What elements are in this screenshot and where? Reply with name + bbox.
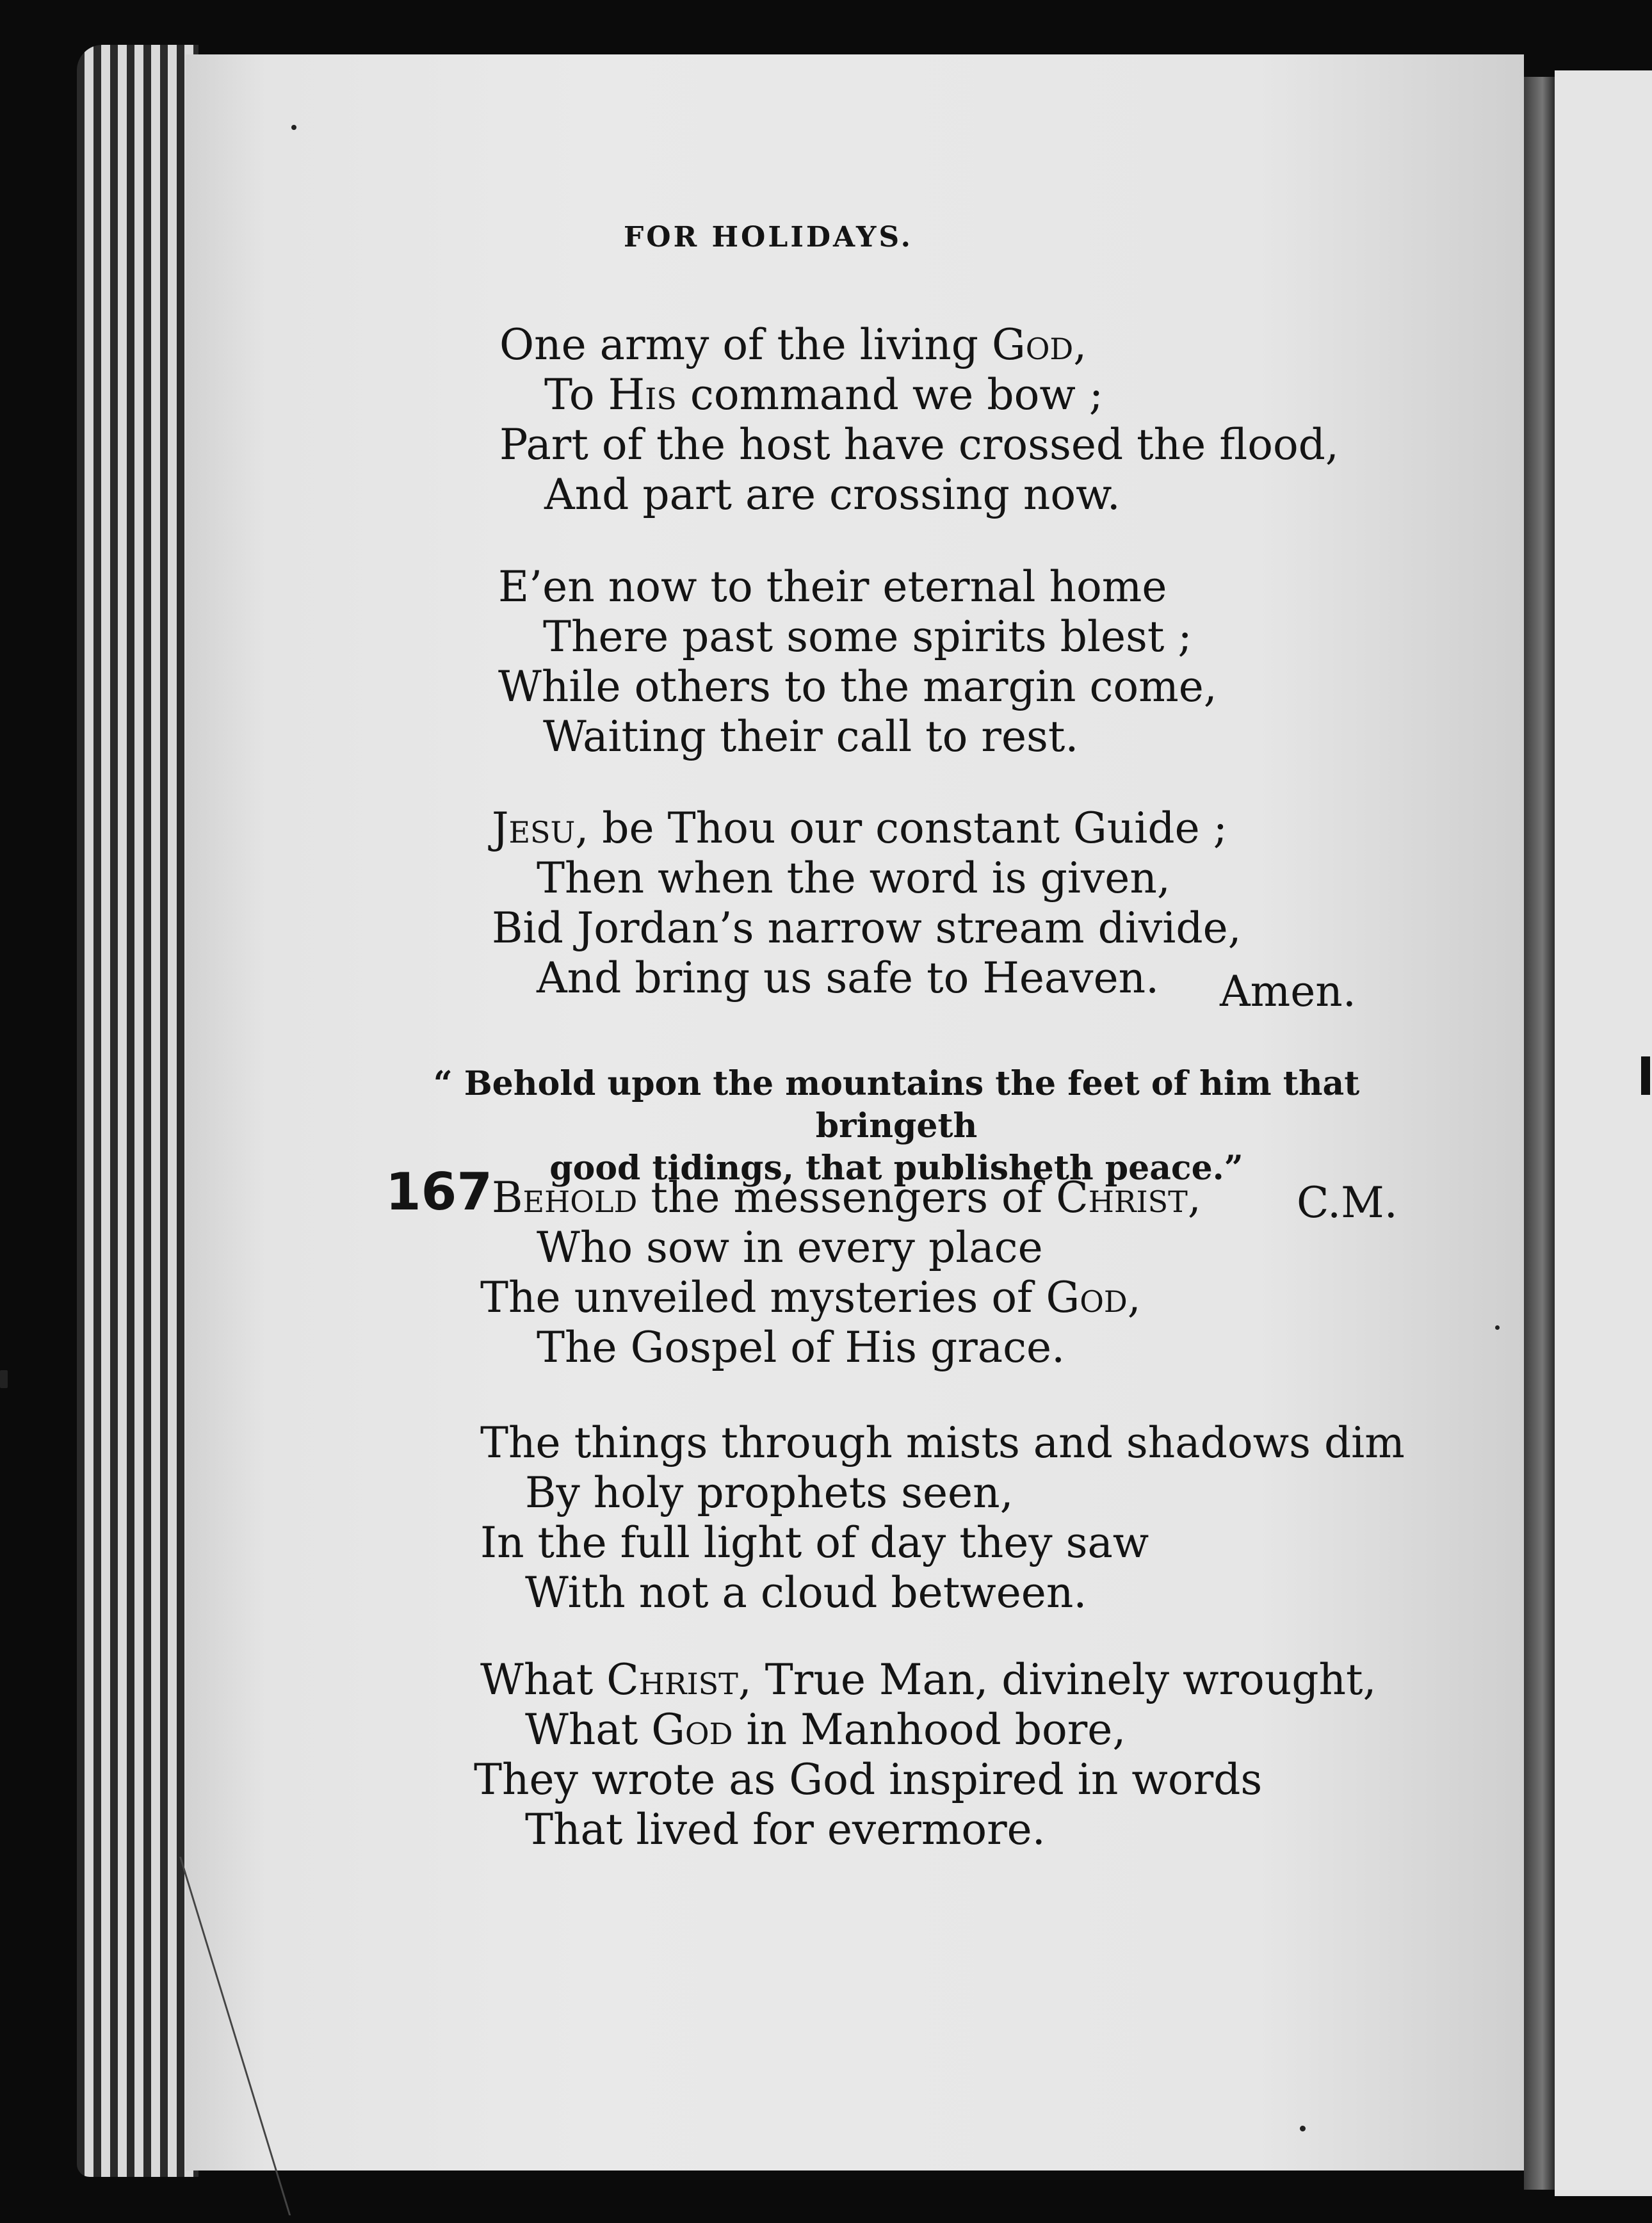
verse-line: Waiting their call to rest.: [543, 712, 1079, 761]
stanza: [492, 804, 1242, 1003]
page-speck: [0, 1370, 8, 1388]
verse-line: What God in Manhood bore,: [525, 1705, 1126, 1754]
page-speck: [1495, 1325, 1500, 1330]
verse-line: They wrote as God inspired in words: [474, 1755, 1263, 1804]
verse-line: The things through mists and shadows dim: [480, 1418, 1405, 1467]
verse-line: And part are crossing now.: [544, 470, 1121, 519]
verse-line: Behold the messengers of Christ,: [492, 1173, 1201, 1222]
verse-line: E’en now to their eternal home: [498, 562, 1167, 611]
verse-line: Bid Jordan’s narrow stream divide,: [492, 903, 1242, 953]
verse-line: Part of the host have crossed the flood,: [499, 420, 1339, 469]
verse-line: Who sow in every place: [537, 1223, 1043, 1272]
epigraph-line: good tidings, that publisheth peace.”: [549, 1149, 1243, 1188]
hymn-meter: C.M.: [1297, 1178, 1398, 1227]
stanza: [499, 320, 1339, 520]
verse-line: With not a cloud between.: [525, 1568, 1087, 1617]
verse-line: One army of the living God,: [499, 320, 1087, 369]
verse-line: There past some spirits blest ;: [543, 612, 1192, 661]
verse-line: Jesu, be Thou our constant Guide ;: [492, 804, 1227, 853]
verse-line: And bring us safe to Heaven.: [537, 953, 1160, 1003]
verse-line: Then when the word is given,: [537, 853, 1170, 903]
verse-line: The unveiled mysteries of God,: [480, 1273, 1141, 1322]
verse-line: In the full light of day they saw: [480, 1518, 1149, 1567]
facing-page-mark: [1641, 1056, 1650, 1095]
stanza: [480, 1418, 1405, 1618]
facing-page: [1555, 70, 1652, 2196]
verse-line: To His command we bow ;: [544, 370, 1104, 419]
hymn-number: 167: [385, 1162, 492, 1222]
stanza: [498, 562, 1217, 762]
stanza: [474, 1655, 1377, 1855]
running-header: FOR HOLIDAYS.: [624, 221, 913, 254]
page-speck: [291, 125, 296, 130]
epigraph-line: “ Behold upon the mountains the feet of him that bringeth: [433, 1064, 1360, 1145]
page-speck: [1300, 2126, 1306, 2131]
book-gutter: [1524, 77, 1555, 2190]
verse-line: What Christ, True Man, divinely wrought,: [480, 1655, 1377, 1704]
verse-line: The Gospel of His grace.: [537, 1323, 1065, 1372]
amen: Amen.: [1220, 967, 1356, 1016]
stanza: [480, 1173, 1201, 1373]
verse-line: That lived for evermore.: [525, 1805, 1046, 1854]
verse-line: While others to the margin come,: [498, 662, 1217, 711]
scripture-epigraph: [384, 1063, 1409, 1190]
verse-line: By holy prophets seen,: [525, 1468, 1014, 1517]
